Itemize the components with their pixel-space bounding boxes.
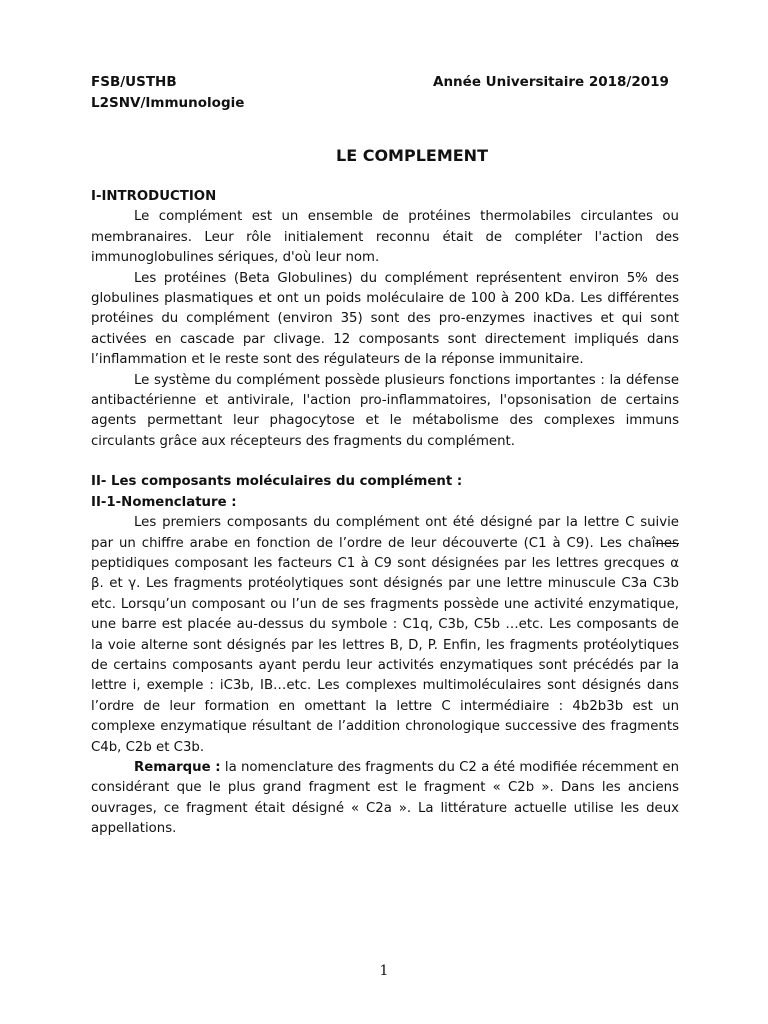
remark-text: la nomenclature des fragments du C2 a été modifiée récemment en considérant que le plus grand fragment est le fragment « C2b ». Dans les anciens ouvrages, ce fragment était désigné « C2a ». La littérature actuelle utilise les deux appellations. [91, 759, 679, 837]
section-heading-introduction: I-INTRODUCTION [91, 189, 217, 204]
course-label: L2SNV/Immunologie [91, 95, 245, 111]
remark-label: Remarque : [134, 759, 221, 775]
subsection-heading-nomenclature: II-1-Nomenclature : [91, 494, 237, 510]
remark-paragraph [91, 758, 679, 840]
document-body [91, 187, 679, 840]
intro-paragraph-1: Le complément est un ensemble de protéines thermolabiles circulantes ou membranaires. Leur rôle initialement reconnu était de compléter l'action des immunoglobulines sériques, d'où leur nom. [91, 209, 679, 266]
nomenclature-text-part1: Les premiers composants du complément ont été désigné par la lettre C suivie par un chiffre arabe en fonction de l’ordre de leur découverte (C1 à C9). Les chaî [91, 515, 679, 551]
nomenclature-text-part2: peptidiques composant les facteurs C1 à C9 sont désignées par les lettres grecques α β. et γ. Les fragments protéolytiques sont désignés par une lettre minuscule C3a C3b etc. Lorsqu’un composant ou l’un de ses fragments possède une activité enzymatique, une barre est placée au-dessus du symbole : C1q, C3b, C5b …etc. Les composants de la voie alterne sont désignés par les lettres B, D, P. Enfin, les fragments protéolytiques de certains composants ayant perdu leur activités enzymatiques sont précédés par la lettre i, exemple : iC3b, IB…etc. Les complexes multimoléculaires sont désignés dans l’ordre de leur formation en omettant la lettre C intermédiaire : 4b2b3b est un complexe enzymatique résultant de l’addition chronologique successive des fragments C4b, C2b et C3b. [91, 555, 679, 755]
intro-paragraph-2: Les protéines (Beta Globulines) du complément représentent environ 5% des globulines plasmatiques et ont un poids moléculaire de 100 à 200 kDa. Les différentes protéines du complément (environ 35) sont des pro-enzymes inactives et qui sont activées en cascade par clivage. 12 composants sont directement impliqués dans l’inflammation et le reste sont des régulateurs de la réponse immunitaire. [91, 270, 679, 368]
page-title: LE COMPLEMENT [336, 146, 488, 165]
intro-paragraph-3: Le système du complément possède plusieurs fonctions importantes : la défense antibactérienne et antivirale, l'action pro-inflammatoires, l'opsonisation de certains agents permettant leur phagocytose et le métabolisme des complexes immuns circulants grâce aux récepteurs des fragments du complément. [91, 372, 679, 449]
institution-label: FSB/USTHB [91, 74, 177, 90]
nomenclature-paragraph [91, 513, 679, 758]
spacer [91, 452, 679, 472]
struck-text: nes [655, 535, 679, 551]
section-heading-components: II- Les composants moléculaires du complément : [91, 474, 463, 490]
academic-year-label: Année Universitaire 2018/2019 [433, 74, 669, 90]
page-number: 1 [379, 963, 389, 979]
